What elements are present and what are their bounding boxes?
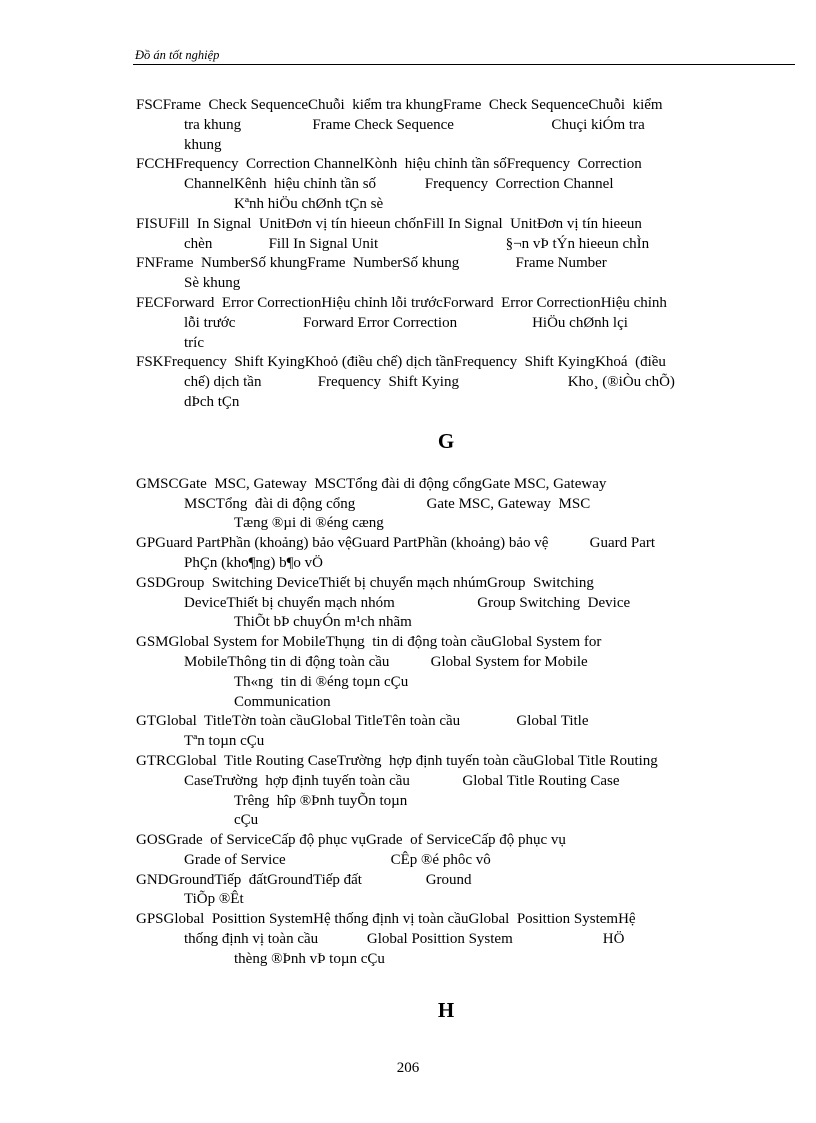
entry-line: Th«ng tin di ®éng toµn cÇu (234, 673, 409, 690)
entry-line: GOSGrade of ServiceCấp độ phục vụGrade of ServiceCấp độ phục vụ (136, 832, 566, 849)
entry-line: GPGuard PartPhần (khoảng) bảo vệGuard PartPhần (khoảng) bảo vệ Guard Part (136, 535, 656, 552)
entry-line: DeviceThiết bị chuyển mạch nhóm Group Switching Device (184, 594, 631, 611)
entry-line: Kªnh hiÖu chØnh tÇn sè (234, 195, 384, 212)
entry-line: Grade of Service CÊp ®é phôc vô (184, 851, 491, 868)
section-letter-h: H (437, 997, 455, 1022)
entry-line: ThiÕt bÞ chuyÓn m¹ch nhãm (234, 614, 412, 631)
glossary-entry-gsd (136, 574, 776, 633)
entry-line: PhÇn (kho¶ng) b¶o vÖ (184, 554, 324, 571)
glossary-entry-fec (136, 294, 776, 353)
glossary-entry-gp (136, 534, 776, 574)
entry-line: Communication (234, 693, 331, 710)
entry-line: Sè khung (184, 275, 241, 292)
glossary-entry-gmsc (136, 475, 776, 534)
entry-line: FSCFrame Check SequenceChuỗi kiểm tra khungFrame Check SequenceChuỗi kiểm (136, 97, 663, 113)
entry-line: Trêng hîp ®Þnh tuyÕn toµn (234, 792, 408, 809)
glossary-entry-fcch (136, 155, 776, 214)
entry-line: Tªn toµn cÇu (184, 733, 265, 750)
entry-line: ChannelKênh hiệu chỉnh tần số Frequency Correction Channel (184, 176, 614, 193)
page-number: 206 (396, 1060, 420, 1076)
glossary-entry-fn (136, 254, 776, 294)
entry-line: MobileThông tin di động toàn cầu Global System for Mobile (184, 653, 588, 670)
entry-line: MSCTổng đài di động cổng Gate MSC, Gateway MSC (184, 495, 591, 512)
entry-line: khung (184, 136, 222, 153)
glossary-entry-gt (136, 712, 776, 752)
entry-line: lỗi trước Forward Error Correction HiÖu chØnh lçi (184, 314, 628, 331)
entry-line: chế) dịch tần Frequency Shift Kying Kho¸ (®iÒu chÕ) (184, 374, 675, 391)
entry-line: FECForward Error CorrectionHiệu chỉnh lỗi trướcForward Error CorrectionHiệu chỉnh (136, 294, 667, 311)
glossary-entry-gos (136, 831, 776, 871)
header-rule (133, 64, 795, 65)
glossary-entry-fsk (136, 353, 776, 412)
entry-line: FSKFrequency Shift KyingKhoỏ (điều chế) dịch tầnFrequency Shift KyingKhoá (điều (136, 354, 666, 371)
glossary-entry-fisu (136, 215, 776, 255)
entry-line: GSMGlobal System for MobileThụng tin di động toàn cầuGlobal System for (136, 634, 602, 651)
entry-line: chèn Fill In Signal Unit §¬n vÞ tÝn hieeun chÌn (184, 235, 650, 252)
entry-line: CaseTrường hợp định tuyến toàn cầu Global Title Routing Case (184, 772, 620, 789)
entry-line: GNDGroundTiếp đấtGroundTiếp đất Ground (136, 871, 472, 888)
entry-line: GMSCGate MSC, Gateway MSCTổng đài di động cổngGate MSC, Gateway (136, 475, 607, 492)
entry-line: GSDGroup Switching DeviceThiết bị chuyển mạch nhúmGroup Switching (136, 574, 594, 591)
entry-line: GTGlobal TitleTờn toàn cầuGlobal TitleTên toàn cầu Global Title (136, 713, 589, 730)
entry-line: tríc (184, 334, 204, 351)
glossary-body (136, 96, 776, 1044)
entry-line: tra khung Frame Check Sequence Chuçi kiÓm tra (184, 116, 645, 133)
glossary-entry-gsm (136, 633, 776, 712)
entry-line: FISUFill In Signal UnitĐơn vị tín hieeun chốnFill In Signal UnitĐơn vị tín hieeun (136, 215, 642, 232)
glossary-entry-fsc (136, 96, 776, 155)
entry-line: GTRCGlobal Title Routing CaseTrường hợp định tuyến toàn cầuGlobal Title Routing (136, 752, 658, 769)
entry-line: FCCHFrequency Correction ChannelKònh hiệu chỉnh tần sốFrequency Correction (136, 156, 642, 173)
entry-line: FNFrame NumberSố khungFrame NumberSố khung Frame Number (136, 255, 607, 272)
glossary-entry-gps (136, 910, 776, 969)
entry-line: TiÕp ®Êt (184, 891, 244, 908)
header-title: Đồ án tốt nghiệp (135, 48, 220, 62)
entry-line: GPSGlobal Posittion SystemHệ thống định vị toàn cầuGlobal Posittion SystemHệ (136, 911, 636, 928)
entry-line: thèng ®Þnh vÞ toµn cÇu (234, 950, 385, 967)
glossary-entry-gnd (136, 871, 776, 911)
section-letter-g: G (437, 428, 455, 453)
entry-line: cÇu (234, 812, 259, 829)
glossary-entry-gtrc (136, 752, 776, 831)
entry-line: thống định vị toàn cầu Global Posittion System HÖ (184, 931, 625, 948)
entry-line: Tæng ®µi di ®éng cæng (234, 515, 384, 532)
entry-line: dÞch tÇn (184, 393, 240, 410)
